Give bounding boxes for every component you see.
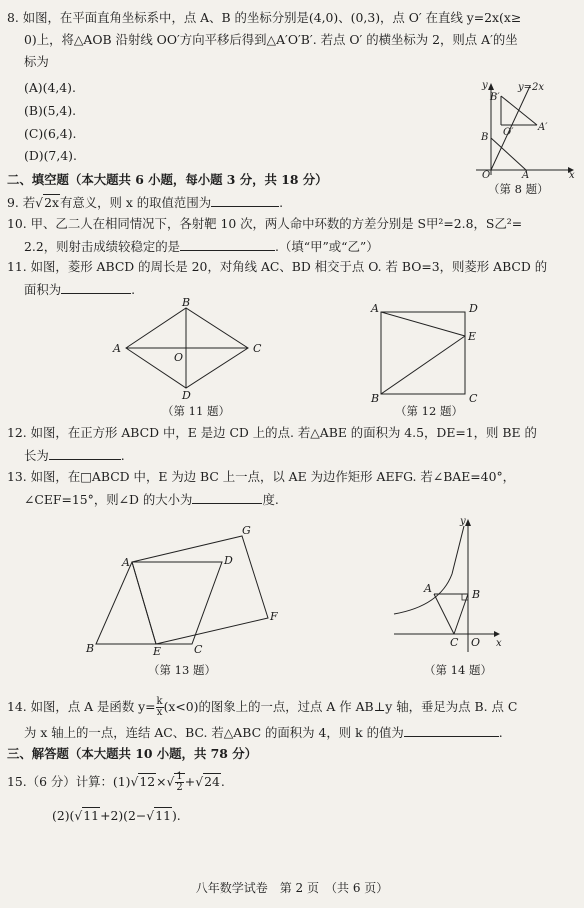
fig13-caption: （第 13 题） <box>148 663 216 677</box>
fig12-label-d: D <box>469 302 478 315</box>
q14-fraction <box>156 697 164 718</box>
fig12-label-c: C <box>469 392 478 405</box>
fig8-caption: （第 8 题） <box>488 182 549 196</box>
fig13-label-f: F <box>270 610 278 623</box>
figure-11 <box>108 298 278 400</box>
fig14-label-x: x <box>496 638 502 649</box>
q12-line1: 12. 如图，在正方形 ABCD 中，E 是边 CD 上的点. 若△ABE 的面积为 4.5，DE=1，则 BE 的 <box>7 425 537 440</box>
q13-line2-text: ∠CEF=15°，则∠D 的大小为 <box>24 492 193 507</box>
q15-radicand-11-b: 11 <box>155 808 171 823</box>
fig8-label-o: O <box>482 170 491 181</box>
q9-pre: 9. 若 <box>7 195 36 210</box>
q15-part1 <box>7 770 225 794</box>
q8-option-b: (B)(5,4). <box>24 103 77 118</box>
q15-sqrt-fraction: √ $\frac{1}{2}$ <box>166 771 183 793</box>
fig11-caption: （第 11 题） <box>162 404 230 418</box>
q15-p2-pre: (2)( <box>52 808 75 823</box>
q14-post: (x<0)的图象上的一点，过点 A 作 AB⊥y 轴，垂足为点 B. 点 C <box>163 699 518 714</box>
figure-13 <box>82 522 282 657</box>
q15-radicand-12: 12 <box>139 774 156 789</box>
figure-12 <box>368 300 483 405</box>
section2-heading: 二、填空题（本大题共 6 小题，每小题 3 分，共 18 分） <box>7 172 328 187</box>
q15-pre: 15.（6 分）计算：(1) <box>7 774 131 789</box>
section3-heading: 三、解答题（本大题共 10 小题，共 78 分） <box>7 746 257 761</box>
q12-line2-text: 长为 <box>24 448 49 463</box>
q14-end: . <box>498 725 503 740</box>
q8-option-c: (C)(6,4). <box>24 126 77 141</box>
q14-answer-blank[interactable] <box>404 724 499 737</box>
fig14-label-b: B <box>472 588 481 601</box>
q14-fraction-numerator: k <box>156 696 163 707</box>
fig13-label-a: A <box>122 556 130 569</box>
fig11-label-d: D <box>182 389 191 402</box>
q14-fraction-denominator: x <box>156 707 163 718</box>
fig8-label-line: y=2x <box>518 82 545 93</box>
q8-line2: 0)上，将△AOB 沿射线 OO′方向平移后得到△A′O′B′. 若点 O′ 的横坐标为 2，则点 A′的坐 <box>24 32 518 47</box>
q12-end: . <box>120 448 125 463</box>
q15-sqrt-11-b: √11 <box>146 808 171 823</box>
q11-answer-blank[interactable] <box>61 281 131 294</box>
q15-sqrt-24: √24 <box>195 774 220 789</box>
fig13-label-e: E <box>153 645 162 658</box>
fig13-label-d: D <box>224 554 233 567</box>
q15-fraction-denominator: 2 <box>176 782 183 793</box>
q13-line2 <box>24 491 279 508</box>
fig8-label-a-prime: A′ <box>538 122 548 133</box>
q10-line2 <box>24 238 379 255</box>
fig11-label-a: A <box>113 342 121 355</box>
q9-answer-blank[interactable] <box>211 194 279 207</box>
fig13-label-c: C <box>194 643 203 656</box>
q13-line1: 13. 如图，在□ABCD 中，E 为边 BC 上一点，以 AE 为边作矩形 AEFG. 若∠BAE=40°， <box>7 469 516 484</box>
q11-line2 <box>24 281 135 298</box>
fig8-label-y: y <box>482 80 488 91</box>
q10-line2a: 2.2，则射击成绩较稳定的是 <box>24 239 181 254</box>
fig13-label-g: G <box>242 524 251 537</box>
q9-line <box>7 194 283 211</box>
q15-part2 <box>52 808 181 824</box>
q12-line2 <box>24 447 125 464</box>
q15-radicand-11-a: 11 <box>83 808 100 823</box>
q10-answer-blank[interactable] <box>180 238 275 251</box>
fig8-label-x: x <box>569 170 575 181</box>
fig14-caption: （第 14 题） <box>424 663 492 677</box>
q14-line1 <box>7 696 517 718</box>
q14-line2-text: 为 x 轴上的一点，连结 AC、BC. 若△ABC 的面积为 4，则 k 的值为 <box>24 725 404 740</box>
fig11-label-c: C <box>253 342 262 355</box>
q9-radicand: 2x <box>44 195 59 210</box>
fig13-label-b: B <box>86 642 95 655</box>
q10-line2b: .（填“甲”或“乙”） <box>275 239 379 254</box>
q15-times: × <box>156 774 167 789</box>
fig8-label-b-prime: B′ <box>490 92 500 103</box>
fig14-label-o: O <box>471 636 481 649</box>
fig14-label-c: C <box>450 636 459 649</box>
q15-end: . <box>220 774 225 789</box>
q15-p2-end: ). <box>171 808 181 823</box>
fig11-label-o: O <box>174 351 184 364</box>
fig8-label-a: A <box>522 170 530 181</box>
page-footer: 八年数学试卷 第 2 页 （共 6 页） <box>195 881 389 895</box>
figure-14 <box>390 512 505 662</box>
q11-line2-text: 面积为 <box>24 282 62 297</box>
fig11-label-b: B <box>182 296 191 309</box>
q14-pre: 14. 如图，点 A 是函数 y= <box>7 699 156 714</box>
q8-option-a: (A)(4,4). <box>24 80 76 95</box>
q11-line1: 11. 如图，菱形 ABCD 的周长是 20，对角线 AC、BD 相交于点 O. 若 BO=3，则菱形 ABCD 的 <box>7 259 548 274</box>
q14-line2 <box>24 724 503 741</box>
q9-post: 有意义，则 x 的取值范围为 <box>59 195 212 210</box>
q13-answer-blank[interactable] <box>192 491 262 504</box>
q9-end: . <box>279 195 284 210</box>
q15-sqrt-11-a: √11 <box>74 808 100 823</box>
q13-end: 度. <box>262 492 279 507</box>
q9-sqrt: √2x <box>35 195 59 210</box>
q15-fraction-numerator: 1 <box>176 771 183 782</box>
q15-fraction <box>175 772 183 793</box>
q15-sqrt-12: √12 <box>130 774 156 789</box>
fig14-label-y: y <box>460 516 466 527</box>
q15-radicand-24: 24 <box>204 774 220 789</box>
fig14-label-a: A <box>424 582 432 595</box>
q15-plus: + <box>184 774 196 789</box>
q8-option-d: (D)(7,4). <box>24 148 77 163</box>
fig12-label-a: A <box>371 302 379 315</box>
figure-8 <box>470 78 580 181</box>
q11-end: . <box>131 282 136 297</box>
q12-answer-blank[interactable] <box>49 447 121 460</box>
fig8-label-o-prime: O′ <box>503 127 514 138</box>
q15-p2-mid: +2)(2− <box>100 808 147 823</box>
fig12-label-b: B <box>371 392 380 405</box>
fig12-label-e: E <box>468 330 477 343</box>
q8-line3: 标为 <box>24 54 49 69</box>
fig8-label-b: B <box>481 132 489 143</box>
fig12-caption: （第 12 题） <box>395 404 463 418</box>
q8-line1: 8. 如图，在平面直角坐标系中，点 A、B 的坐标分别是(4,0)、(0,3)，点 O′ 在直线 y=2x(x≥ <box>7 10 522 25</box>
q10-line1: 10. 甲、乙二人在相同情况下，各射靶 10 次，两人命中环数的方差分别是 S甲²=2.8，S乙²= <box>7 216 523 231</box>
